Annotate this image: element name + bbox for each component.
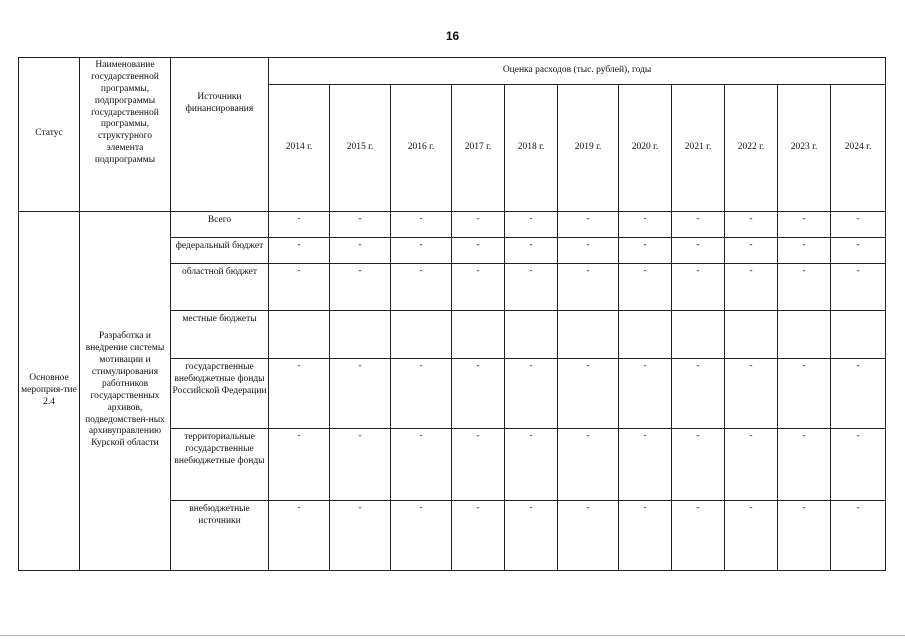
header-estimate: Оценка расходов (тыс. рублей), годы [269,58,886,85]
funding-source-cell: государственные внебюджетные фонды Российской Федерации [171,359,269,429]
header-year: 2017 г. [452,85,505,211]
value-cell: - [330,263,391,310]
value-cell: - [558,429,619,500]
header-year: 2015 г. [330,85,391,211]
value-cell: - [778,500,831,570]
header-year: 2019 г. [558,85,619,211]
value-cell: - [831,429,886,500]
value-cell: - [778,429,831,500]
value-cell [672,310,725,358]
value-cell: - [778,211,831,237]
value-cell: - [391,211,452,237]
value-cell: - [391,237,452,263]
value-cell: - [672,263,725,310]
table-row [19,211,886,237]
header-source: Источники финансирования [171,58,269,212]
value-cell: - [330,429,391,500]
value-cell: - [619,429,672,500]
program-name-cell: Разработка и внедрение системы мотивации и стимулирования работников государственных архивов, подведомствен-ных архивуправлению Курской области [80,211,171,570]
value-cell: - [725,359,778,429]
value-cell [619,310,672,358]
value-cell [330,310,391,358]
value-cell: - [725,211,778,237]
header-year: 2024 г. [831,85,886,211]
funding-source-cell: территориальные государственные внебюджетные фонды [171,429,269,500]
value-cell: - [558,211,619,237]
value-cell: - [269,237,330,263]
page-number: 16 [445,29,460,43]
value-cell: - [330,500,391,570]
header-year: 2020 г. [619,85,672,211]
value-cell: - [269,263,330,310]
value-cell: - [831,500,886,570]
funding-source-cell: местные бюджеты [171,310,269,358]
value-cell: - [558,237,619,263]
value-cell: - [672,429,725,500]
funding-source-cell: областной бюджет [171,263,269,310]
header-year: 2018 г. [505,85,558,211]
status-cell: Основное мероприя-тие 2.4 [19,211,80,570]
value-cell: - [558,263,619,310]
value-cell: - [725,237,778,263]
value-cell: - [619,211,672,237]
value-cell: - [330,211,391,237]
header-year: 2023 г. [778,85,831,211]
page-bottom-edge [0,635,905,636]
value-cell: - [269,211,330,237]
header-year: 2022 г. [725,85,778,211]
header-year: 2021 г. [672,85,725,211]
value-cell: - [505,359,558,429]
value-cell: - [619,500,672,570]
value-cell: - [452,211,505,237]
value-cell: - [452,359,505,429]
value-cell: - [452,500,505,570]
value-cell: - [452,263,505,310]
value-cell [452,310,505,358]
value-cell: - [505,237,558,263]
value-cell [391,310,452,358]
value-cell: - [672,359,725,429]
funding-source-cell: Всего [171,211,269,237]
value-cell [269,310,330,358]
value-cell: - [619,359,672,429]
value-cell: - [778,263,831,310]
value-cell: - [558,500,619,570]
header-status: Статус [19,58,80,212]
value-cell: - [778,359,831,429]
value-cell: - [391,429,452,500]
value-cell: - [269,359,330,429]
funding-source-cell: внебюджетные источники [171,500,269,570]
value-cell: - [505,263,558,310]
value-cell: - [330,359,391,429]
value-cell: - [672,500,725,570]
value-cell: - [778,237,831,263]
budget-table [18,57,886,571]
value-cell: - [672,237,725,263]
value-cell: - [391,263,452,310]
value-cell [725,310,778,358]
value-cell: - [672,211,725,237]
value-cell: - [505,500,558,570]
value-cell: - [619,263,672,310]
value-cell: - [505,211,558,237]
funding-source-cell: федеральный бюджет [171,237,269,263]
value-cell: - [831,263,886,310]
header-year: 2014 г. [269,85,330,211]
value-cell: - [505,429,558,500]
header-name: Наименование государственной программы, подпрограммы государственной программы, структурного элемента подпрограммы [80,58,171,212]
value-cell [831,310,886,358]
value-cell: - [725,263,778,310]
value-cell: - [725,429,778,500]
value-cell: - [831,359,886,429]
value-cell: - [558,359,619,429]
value-cell: - [269,429,330,500]
header-year: 2016 г. [391,85,452,211]
value-cell [778,310,831,358]
value-cell: - [725,500,778,570]
value-cell [558,310,619,358]
value-cell: - [391,500,452,570]
header-row-1 [19,58,886,85]
value-cell: - [269,500,330,570]
value-cell: - [831,211,886,237]
value-cell: - [619,237,672,263]
value-cell: - [330,237,391,263]
value-cell: - [391,359,452,429]
value-cell: - [452,429,505,500]
value-cell [505,310,558,358]
value-cell: - [831,237,886,263]
value-cell: - [452,237,505,263]
